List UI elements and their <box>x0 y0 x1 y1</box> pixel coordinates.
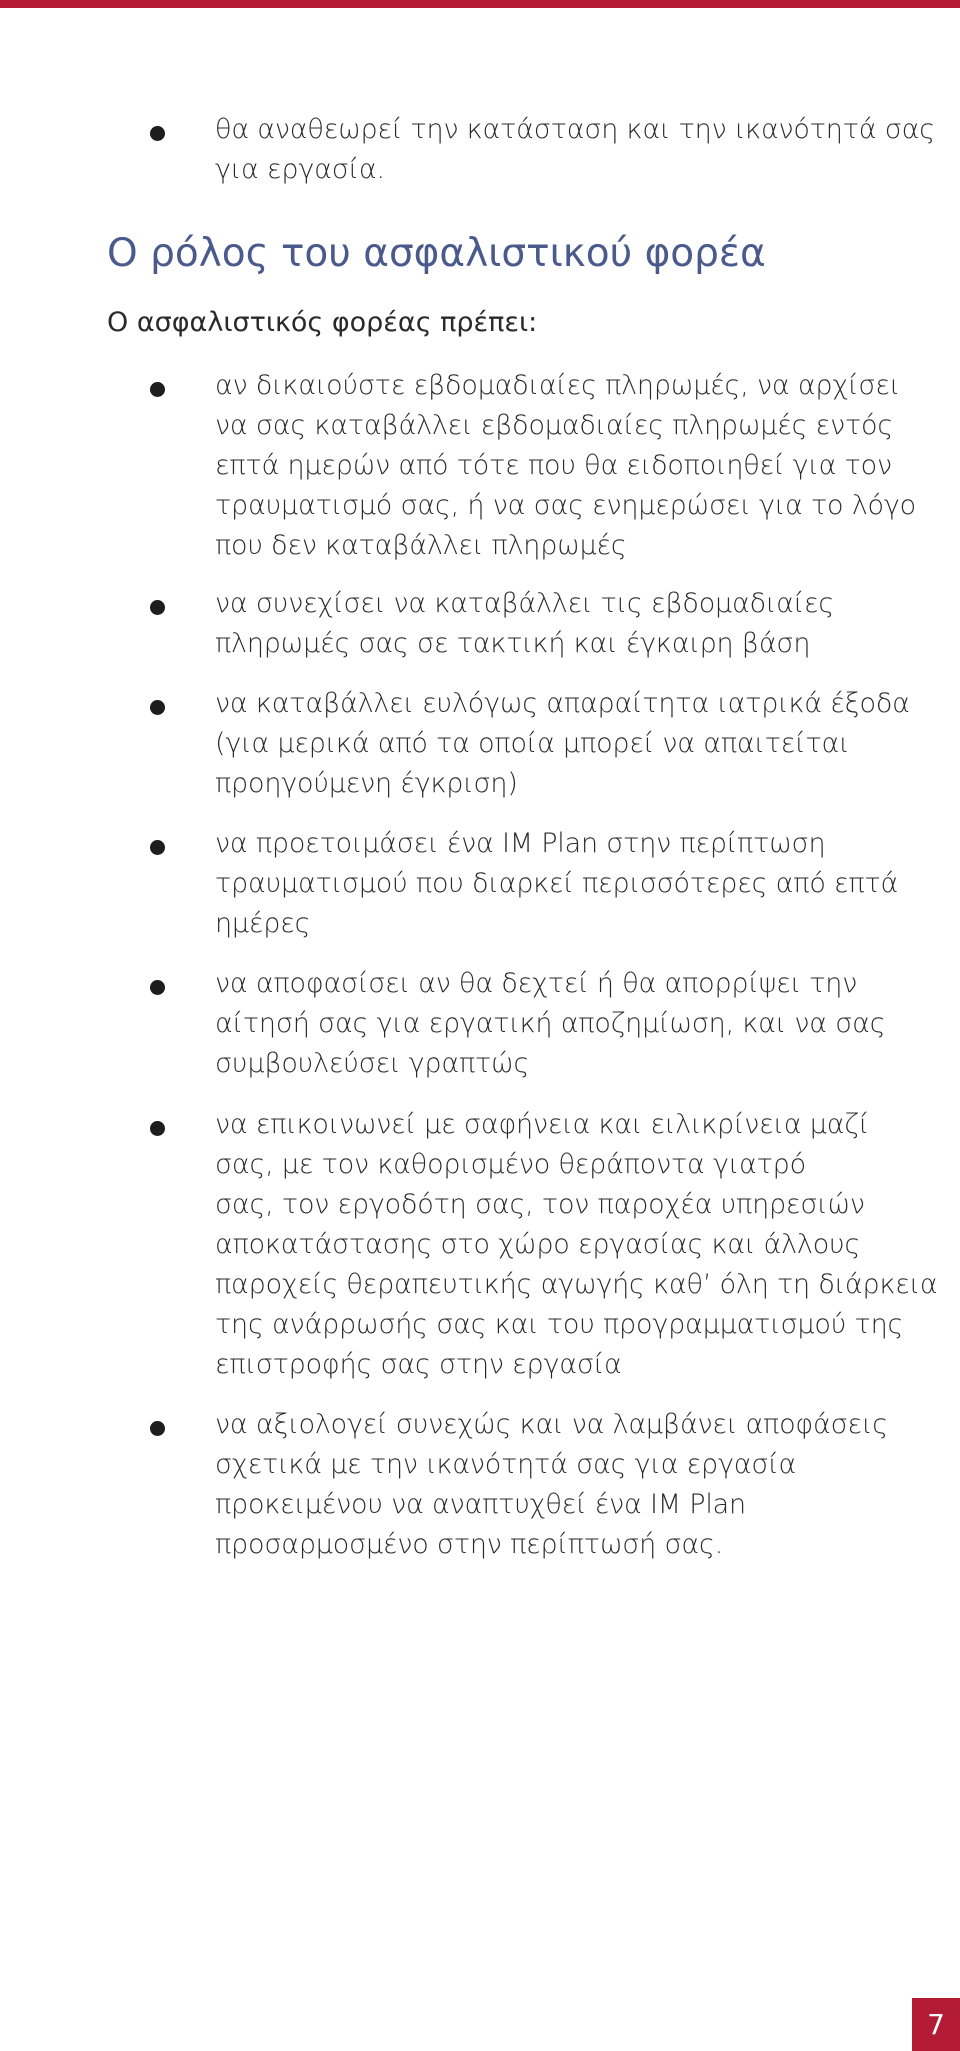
section-intro: Ο ασφαλιστικός φορέας πρέπει: <box>107 307 538 338</box>
bullet-line: επιστροφής σας στην εργασία <box>215 1349 622 1380</box>
bullet-line: σχετικά με την ικανότητά σας για εργασία <box>215 1449 797 1480</box>
bullet-line: να προετοιμάσει ένα IM Plan στην περίπτωση <box>215 828 826 859</box>
page-number-badge <box>912 1998 960 2051</box>
bullet-text <box>215 684 945 804</box>
bullet-line: να αποφασίσει αν θα δεχτεί ή θα απορρίψει την <box>215 968 858 999</box>
bullet-line: θα αναθεωρεί την κατάσταση και την ικανότητά σας <box>215 114 935 145</box>
bullet-line: παροχείς θεραπευτικής αγωγής καθ’ όλη τη διάρκεια <box>215 1269 938 1300</box>
bullet-icon <box>150 382 165 397</box>
bullet-line: για εργασία. <box>215 154 385 185</box>
bullet-line: προσαρμοσμένο στην περίπτωσή σας. <box>215 1529 723 1560</box>
bullet-icon <box>150 980 165 995</box>
bullet-line: που δεν καταβάλλει πληρωμές <box>215 530 627 561</box>
bullet-text <box>215 824 945 944</box>
section-heading: Ο ρόλος του ασφαλιστικού φορέα <box>107 231 766 276</box>
bullet-line: τραυματισμού που διαρκεί περισσότερες από επτά <box>215 868 899 899</box>
bullet-icon <box>150 600 165 615</box>
bullet-text <box>215 110 945 190</box>
bullet-text <box>215 1105 945 1385</box>
bullet-line: αποκατάστασης στο χώρο εργασίας και άλλους <box>215 1229 861 1260</box>
bullet-line: αν δικαιούστε εβδομαδιαίες πληρωμές, να αρχίσει <box>215 370 900 401</box>
bullet-line: προκειμένου να αναπτυχθεί ένα IM Plan <box>215 1489 746 1520</box>
bullet-text <box>215 964 945 1084</box>
top-accent-rule <box>0 0 960 8</box>
bullet-line: σας, τον εργοδότη σας, τον παροχέα υπηρεσιών <box>215 1189 865 1220</box>
bullet-line: να σας καταβάλλει εβδομαδιαίες πληρωμές εντός <box>215 410 893 441</box>
bullet-icon <box>150 840 165 855</box>
bullet-line: αίτησή σας για εργατική αποζημίωση, και να σας <box>215 1008 886 1039</box>
bullet-line: επτά ημερών από τότε που θα ειδοποιηθεί για τον <box>215 450 892 481</box>
bullet-line: προηγούμενη έγκριση) <box>215 768 518 799</box>
bullet-icon <box>150 700 165 715</box>
bullet-icon <box>150 1121 165 1136</box>
bullet-line: της ανάρρωσής σας και του προγραμματισμού της <box>215 1309 904 1340</box>
bullet-line: (για μερικά από τα οποία μπορεί να απαιτείται <box>215 728 850 759</box>
bullet-icon <box>150 126 165 141</box>
bullet-line: να επικοινωνεί με σαφήνεια και ειλικρίνεια μαζί <box>215 1109 870 1140</box>
bullet-icon <box>150 1421 165 1436</box>
bullet-line: πληρωμές σας σε τακτική και έγκαιρη βάση <box>215 628 811 659</box>
bullet-line: συμβουλεύσει γραπτώς <box>215 1048 530 1079</box>
bullet-line: να καταβάλλει ευλόγως απαραίτητα ιατρικά έξοδα <box>215 688 910 719</box>
bullet-line: να αξιολογεί συνεχώς και να λαμβάνει αποφάσεις <box>215 1409 888 1440</box>
bullet-line: τραυματισμό σας, ή να σας ενημερώσει για το λόγο <box>215 490 916 521</box>
bullet-line: να συνεχίσει να καταβάλλει τις εβδομαδιαίες <box>215 588 835 619</box>
bullet-text <box>215 366 945 566</box>
page-number: 7 <box>927 2008 945 2041</box>
bullet-text <box>215 1405 945 1565</box>
bullet-line: σας, με τον καθορισμένο θεράποντα γιατρό <box>215 1149 806 1180</box>
bullet-line: ημέρες <box>215 908 311 939</box>
bullet-text <box>215 584 945 664</box>
